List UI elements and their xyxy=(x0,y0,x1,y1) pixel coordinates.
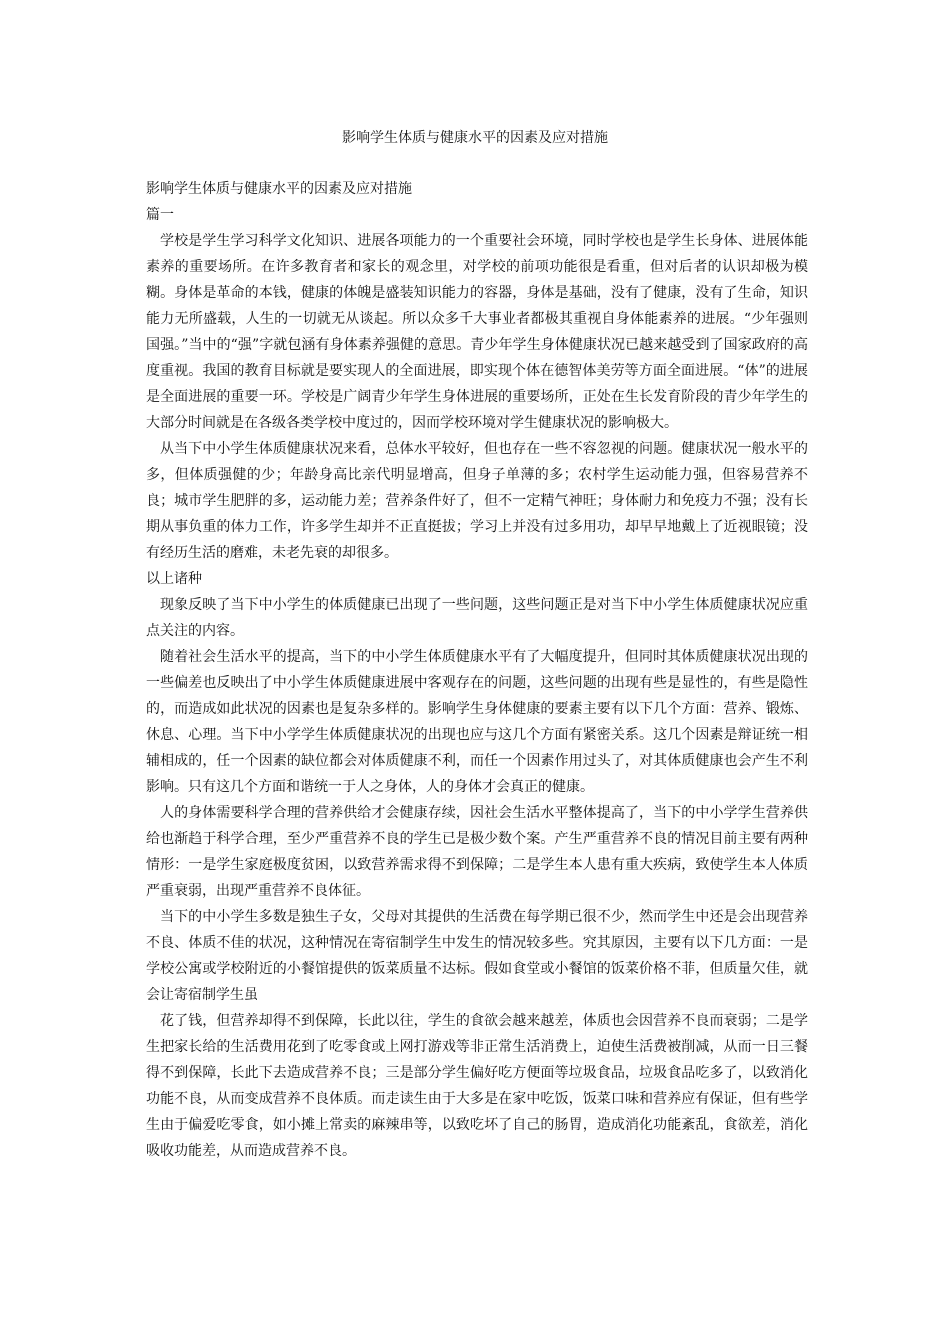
paragraph: 随着社会生活水平的提高，当下的中小学生体质健康水平有了大幅度提升，但同时其体质健康状况出现的一些偏差也反映出了中小学生体质健康进展中客观存在的问题，这些问题的出现有些是显性的，有些是隐性的，而造成如此状况的因素也是复杂多样的。影响学生身体健康的要素主要有以下几个方面：营养、锻炼、休息、心理。当下中小学学生体质健康状况的出现也应与这几个方面有紧密关系。这几个因素是辩证统一相辅相成的，任一个因素的缺位都会对体质健康不利，而任一个因素作用过头了，对其体质健康也会产生不利影响。只有这几个方面和谐统一于人之身体，人的身体才会真正的健康。 xyxy=(146,649,808,795)
section-label: 篇一 xyxy=(146,207,174,223)
paragraph-continuation: 以上诸种 xyxy=(146,571,202,587)
paragraph: 现象反映了当下中小学生的体质健康已出现了一些问题，这些问题正是对当下中小学生体质健康状况应重点关注的内容。 xyxy=(146,597,808,639)
paragraph: 花了钱，但营养却得不到保障，长此以往，学生的食欲会越来越差，体质也会因营养不良而衰弱；二是学生把家长给的生活费用花到了吃零食或上网打游戏等非正常生活消费上，迫使生活费被削减，从而一日三餐得不到保障，长此下去造成营养不良；三是部分学生偏好吃方便面等垃圾食品，垃圾食品吃多了，以致消化功能不良，从而变成营养不良体质。而走读生由于大多是在家中吃饭，饭菜口味和营养应有保证，但有些学生由于偏爱吃零食，如小摊上常卖的麻辣串等，以致吃坏了自己的肠胃，造成消化功能紊乱，食欲差，消化吸收功能差，从而造成营养不良。 xyxy=(146,1013,808,1159)
paragraph: 人的身体需要科学合理的营养供给才会健康存续，因社会生活水平整体提高了，当下的中小学学生营养供给也渐趋于科学合理，至少严重营养不良的学生已是极少数个案。产生严重营养不良的情况目前主要有两种情形：一是学生家庭极度贫困，以致营养需求得不到保障；二是学生本人患有重大疾病，致使学生本人体质严重衰弱，出现严重营养不良体征。 xyxy=(146,805,808,899)
document-subheading: 影响学生体质与健康水平的因素及应对措施 xyxy=(146,181,412,197)
paragraph: 从当下中小学生体质健康状况来看，总体水平较好，但也存在一些不容忽视的问题。健康状况一般水平的多，但体质强健的少；年龄身高比亲代明显增高，但身子单薄的多；农村学生运动能力强，但容易营养不良；城市学生肥胖的多，运动能力差；营养条件好了，但不一定精气神旺；身体耐力和免疫力不强；没有长期从事负重的体力工作，许多学生却并不正直挺拔；学习上并没有过多用功，却早早地戴上了近视眼镜；没有经历生活的磨难，未老先衰的却很多。 xyxy=(146,441,808,561)
paragraph: 当下的中小学生多数是独生子女，父母对其提供的生活费在每学期已很不少，然而学生中还是会出现营养不良、体质不佳的状况，这种情况在寄宿制学生中发生的情况较多些。究其原因，主要有以下几方面：一是学校公寓或学校附近的小餐馆提供的饭菜质量不达标。假如食堂或小餐馆的饭菜价格不菲，但质量欠佳，就会让寄宿制学生虽 xyxy=(146,909,808,1003)
paragraph: 学校是学生学习科学文化知识、进展各项能力的一个重要社会环境，同时学校也是学生长身体、进展体能素养的重要场所。在许多教育者和家长的观念里，对学校的前项功能很是看重，但对后者的认识却极为模糊。身体是革命的本钱，健康的体魄是盛装知识能力的容器，身体是基础，没有了健康，没有了生命，知识能力无所盛载，人生的一切就无从谈起。所以众多千大事业者都极其重视自身体能素养的进展。“少年强则国强。”当中的“强”字就包涵有身体素养强健的意思。青少年学生身体健康状况已越来越受到了国家政府的高度重视。我国的教育目标就是要实现人的全面进展，即实现个体在德智体美劳等方面全面进展。“体”的进展是全面进展的重要一环。学校是广阔青少年学生身体进展的重要场所，正处在生长发育阶段的青少年学生的大部分时间就是在各级各类学校中度过的，因而学校环境对学生健康状况的影响极大。 xyxy=(146,233,808,431)
document-title: 影响学生体质与健康水平的因素及应对措施 xyxy=(342,130,608,146)
document-body xyxy=(146,176,808,1164)
